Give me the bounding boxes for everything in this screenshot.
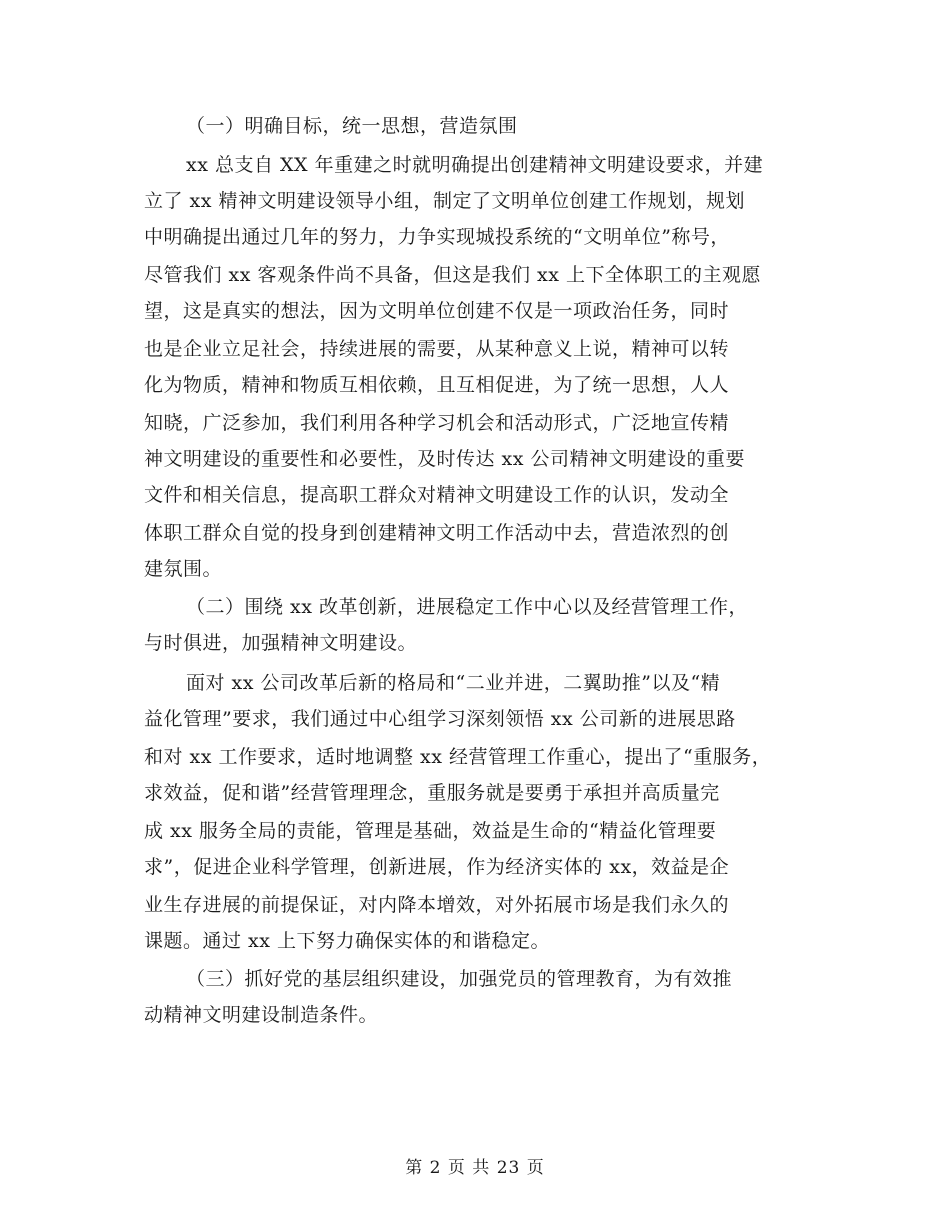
paragraph-line: 求”，促进企业科学管理，创新进展，作为经济实体的 xx，效益是企 xyxy=(144,856,730,878)
paragraph-line: 和对 xx 工作要求，适时地调整 xx 经营管理工作重心，提出了“重服务， xyxy=(144,746,772,768)
paragraph-line: 知晓，广泛参加，我们利用各种学习机会和活动形式，广泛地宣传精 xyxy=(144,412,730,434)
heading-2-continuation: 与时俱进，加强精神文明建设。 xyxy=(144,632,418,654)
paragraph-line: xx 总支自 XX 年重建之时就明确提出创建精神文明建设要求，并建 xyxy=(186,154,764,176)
paragraph-line: 课题。通过 xx 上下努力确保实体的和谐稳定。 xyxy=(144,930,551,952)
paragraph-line: 求效益，促和谐”经营管理理念，重服务就是要勇于承担并高质量完 xyxy=(144,782,720,804)
paragraph-line: 益化管理”要求，我们通过中心组学习深刻领悟 xx 公司新的进展思路 xyxy=(144,708,736,730)
paragraph-line: 也是企业立足社会，持续进展的需要，从某种意义上说，精神可以转 xyxy=(144,338,730,360)
page-number-footer: 第 2 页 共 23 页 xyxy=(405,1158,545,1178)
heading-2: （二）围绕 xx 改革创新，进展稳定工作中心以及经营管理工作， xyxy=(186,596,749,618)
paragraph-line: 成 xx 服务全局的责能，管理是基础，效益是生命的“精益化管理要 xyxy=(144,820,717,842)
paragraph-line: 文件和相关信息，提高职工群众对精神文明建设工作的认识，发动全 xyxy=(144,484,730,506)
paragraph-line: 建氛围。 xyxy=(144,558,223,580)
paragraph-line: 中明确提出通过几年的努力，力争实现城投系统的“文明单位”称号， xyxy=(144,226,730,248)
heading-3-continuation: 动精神文明建设制造条件。 xyxy=(144,1004,379,1026)
paragraph-line: 面对 xx 公司改革后新的格局和“二业并进，二翼助推”以及“精 xyxy=(186,672,721,694)
paragraph-line: 望，这是真实的想法，因为文明单位创建不仅是一项政治任务，同时 xyxy=(144,300,730,322)
paragraph-line: 尽管我们 xx 客观条件尚不具备，但这是我们 xx 上下全体职工的主观愿 xyxy=(144,264,762,286)
paragraph-line: 化为物质，精神和物质互相依赖，且互相促进，为了统一思想，人人 xyxy=(144,374,730,396)
paragraph-line: 神文明建设的重要性和必要性，及时传达 xx 公司精神文明建设的重要 xyxy=(144,448,746,470)
heading-1: （一）明确目标，统一思想，营造氛围 xyxy=(186,115,518,137)
heading-3: （三）抓好党的基层组织建设，加强党员的管理教育，为有效推 xyxy=(186,968,733,990)
paragraph-line: 体职工群众自觉的投身到创建精神文明工作活动中去，营造浓烈的创 xyxy=(144,522,730,544)
paragraph-line: 业生存进展的前提保证，对内降本增效，对外拓展市场是我们永久的 xyxy=(144,894,730,916)
paragraph-line: 立了 xx 精神文明建设领导小组，制定了文明单位创建工作规划，规划 xyxy=(144,190,746,212)
